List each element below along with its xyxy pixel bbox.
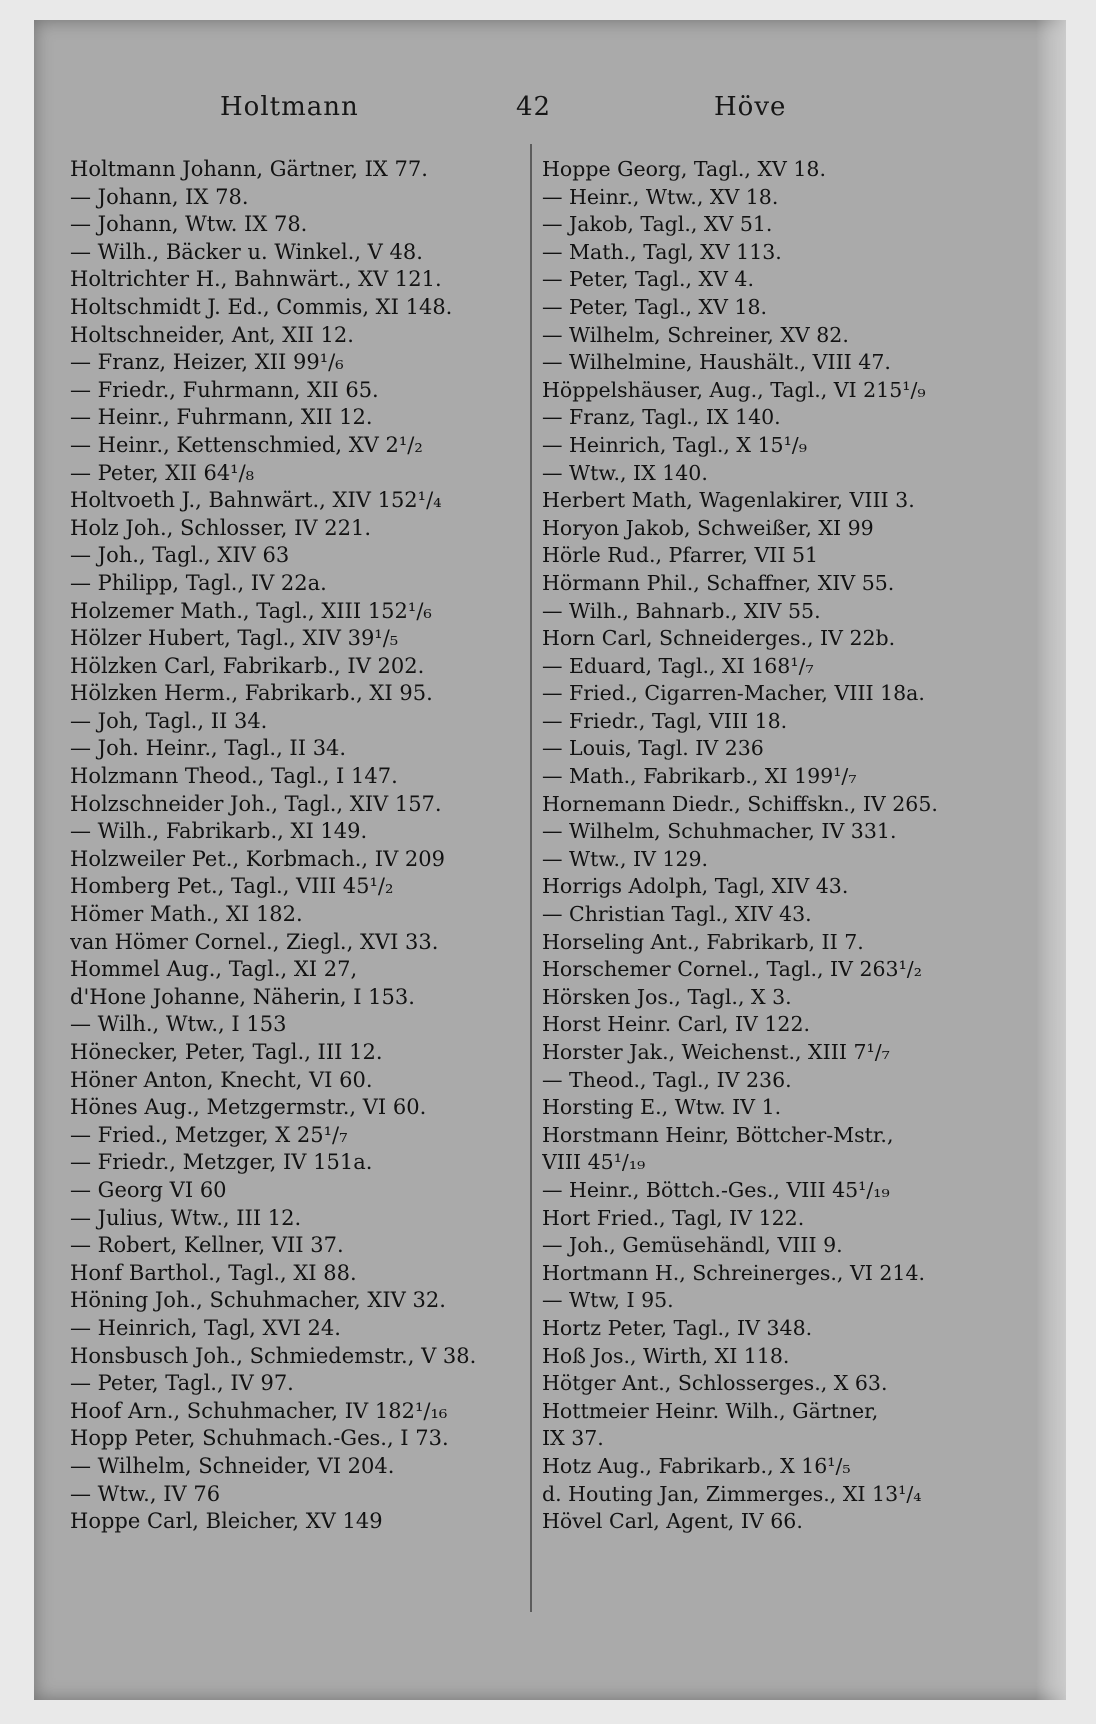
directory-entry: — Heinr., Kettenschmied, XV 2¹/₂ — [70, 432, 423, 457]
directory-entry: Holzemer Math., Tagl., XIII 152¹/₆ — [70, 598, 432, 623]
directory-entry: — Math., Tagl, XV 113. — [542, 239, 782, 264]
directory-entry: — Peter, Tagl., XV 18. — [542, 294, 768, 319]
directory-entry: Hornemann Diedr., Schiffskn., IV 265. — [542, 791, 938, 816]
directory-entry: Hoppe Georg, Tagl., XV 18. — [542, 157, 826, 181]
directory-entry: — Franz, Heizer, XII 99¹/₆ — [70, 350, 344, 375]
directory-entry: — Wilh., Fabrikarb., XI 149. — [70, 819, 368, 844]
directory-entry: Hönecker, Peter, Tagl., III 12. — [70, 1040, 383, 1064]
directory-entry: Holzschneider Joh., Tagl., XIV 157. — [70, 791, 442, 816]
directory-entry: — Friedr., Metzger, IV 151a. — [70, 1150, 373, 1175]
directory-entry: Horschemer Cornel., Tagl., IV 263¹/₂ — [542, 957, 922, 982]
directory-entry: Hötger Ant., Schlosserges., X 63. — [542, 1371, 888, 1396]
directory-entry: — Wilhelm, Schreiner, XV 82. — [542, 322, 849, 347]
directory-entry: — Joh. Heinr., Tagl., II 34. — [70, 736, 347, 761]
directory-entry: — Wtw., IX 140. — [542, 460, 708, 485]
directory-entry: Hort Fried., Tagl, IV 122. — [542, 1205, 805, 1230]
directory-entry: Hönes Aug., Metzgermstr., VI 60. — [70, 1095, 427, 1120]
directory-entry: — Heinr., Wtw., XV 18. — [542, 184, 779, 209]
directory-entry: Homberg Pet., Tagl., VIII 45¹/₂ — [70, 874, 394, 899]
directory-entry: — Georg VI 60 — [70, 1177, 227, 1202]
directory-entry: Horrigs Adolph, Tagl, XIV 43. — [542, 874, 849, 899]
directory-entry: d. Houting Jan, Zimmerges., XI 13¹/₄ — [542, 1481, 922, 1506]
directory-entry: — Fried., Metzger, X 25¹/₇ — [70, 1122, 348, 1147]
directory-entry: Hölzer Hubert, Tagl., XIV 39¹/₅ — [70, 626, 399, 651]
directory-entry: Hortz Peter, Tagl., IV 348. — [542, 1315, 813, 1340]
directory-entry: — Johann, IX 78. — [70, 184, 249, 209]
directory-entry: — Joh, Tagl., II 34. — [70, 708, 268, 733]
directory-entry: Hoof Arn., Schuhmacher, IV 182¹/₁₆ — [70, 1398, 448, 1423]
directory-entry: Horster Jak., Weichenst., XIII 7¹/₇ — [542, 1040, 890, 1064]
directory-entry: d'Hone Johanne, Näherin, I 153. — [70, 984, 415, 1009]
directory-entry: — Robert, Kellner, VII 37. — [70, 1233, 344, 1258]
directory-entry: Hömer Math., XI 182. — [70, 902, 303, 927]
directory-entry: Holtmann Johann, Gärtner, IX 77. — [70, 157, 428, 181]
directory-entry: Höning Joh., Schuhmacher, XIV 32. — [70, 1288, 446, 1313]
directory-entry: Horsting E., Wtw. IV 1. — [542, 1095, 782, 1120]
directory-entry: Hörmann Phil., Schaffner, XIV 55. — [542, 570, 895, 595]
directory-entry: Hölzken Carl, Fabrikarb., IV 202. — [70, 653, 425, 678]
directory-entry: — Heinrich, Tagl, XVI 24. — [70, 1315, 341, 1340]
directory-entry: Höppelshäuser, Aug., Tagl., VI 215¹/₉ — [542, 377, 926, 402]
directory-entry: VIII 45¹/₁₉ — [542, 1150, 646, 1175]
header-right-catchword: Höve — [714, 92, 787, 122]
directory-entry: Holz Joh., Schlosser, IV 221. — [70, 515, 372, 540]
directory-entry: Horstmann Heinr, Böttcher-Mstr., — [542, 1122, 894, 1147]
directory-entry: Holzmann Theod., Tagl., I 147. — [70, 764, 398, 789]
directory-entry: Holtrichter H., Bahnwärt., XV 121. — [70, 267, 442, 292]
directory-entry: — Peter, Tagl., XV 4. — [542, 267, 754, 292]
directory-entry: Honsbusch Joh., Schmiedemstr., V 38. — [70, 1343, 477, 1368]
directory-entry: — Wtw., IV 129. — [542, 846, 709, 871]
directory-entry: Horyon Jakob, Schweißer, XI 99 — [542, 515, 874, 540]
directory-entry: — Peter, Tagl., IV 97. — [70, 1371, 294, 1396]
directory-entry: — Fried., Cigarren-Macher, VIII 18a. — [542, 681, 925, 706]
directory-entry: Hövel Carl, Agent, IV 66. — [542, 1509, 803, 1534]
directory-entry: — Heinr., Fuhrmann, XII 12. — [70, 405, 373, 430]
directory-entry: Hopp Peter, Schuhmach.-Ges., I 73. — [70, 1426, 449, 1451]
right-column — [542, 156, 1002, 1536]
directory-entry: Hoß Jos., Wirth, XI 118. — [542, 1343, 790, 1368]
header-left-catchword: Holtmann — [220, 92, 359, 122]
directory-entry: Hotz Aug., Fabrikarb., X 16¹/₅ — [542, 1453, 851, 1478]
directory-entry: — Philipp, Tagl., IV 22a. — [70, 570, 327, 595]
directory-entry: — Wtw., IV 76 — [70, 1481, 221, 1506]
directory-entry: Hottmeier Heinr. Wilh., Gärtner, — [542, 1398, 879, 1423]
directory-entry: — Louis, Tagl. IV 236 — [542, 736, 764, 761]
directory-entry: Hörle Rud., Pfarrer, VII 51 — [542, 543, 819, 568]
directory-entry: — Wilh., Bahnarb., XIV 55. — [542, 598, 821, 623]
page-edge — [1036, 20, 1066, 1700]
directory-entry: — Heinrich, Tagl., X 15¹/₉ — [542, 432, 807, 457]
directory-entry: — Peter, XII 64¹/₈ — [70, 460, 255, 485]
directory-entry: — Joh., Tagl., XIV 63 — [70, 543, 290, 568]
directory-entry: Hölzken Herm., Fabrikarb., XI 95. — [70, 681, 433, 706]
directory-entry: — Johann, Wtw. IX 78. — [70, 212, 308, 237]
directory-page — [34, 20, 1066, 1700]
directory-entry: — Wilhelm, Schuhmacher, IV 331. — [542, 819, 897, 844]
directory-entry: — Jakob, Tagl., XV 51. — [542, 212, 773, 237]
directory-entry: Holtvoeth J., Bahnwärt., XIV 152¹/₄ — [70, 488, 442, 513]
directory-entry: Holtschmidt J. Ed., Commis, XI 148. — [70, 294, 453, 319]
directory-entry: Horseling Ant., Fabrikarb, II 7. — [542, 929, 864, 954]
directory-entry: van Hömer Cornel., Ziegl., XVI 33. — [70, 929, 439, 954]
directory-entry: — Heinr., Böttch.-Ges., VIII 45¹/₁₉ — [542, 1177, 890, 1202]
directory-entry: Höner Anton, Knecht, VI 60. — [70, 1067, 373, 1092]
directory-entry: — Eduard, Tagl., XI 168¹/₇ — [542, 653, 814, 678]
directory-entry: — Wilhelm, Schneider, VI 204. — [70, 1453, 395, 1478]
directory-entry: — Wtw, I 95. — [542, 1288, 674, 1313]
directory-entry: — Theod., Tagl., IV 236. — [542, 1067, 792, 1092]
left-column — [70, 156, 520, 1536]
directory-entry: — Franz, Tagl., IX 140. — [542, 405, 781, 430]
column-divider — [530, 144, 532, 1612]
directory-entry: Hommel Aug., Tagl., XI 27, — [70, 957, 358, 982]
directory-entry: — Friedr., Tagl, VIII 18. — [542, 708, 788, 733]
directory-entry: — Wilh., Wtw., I 153 — [70, 1012, 287, 1037]
directory-entry: Horn Carl, Schneiderges., IV 22b. — [542, 626, 896, 651]
page-number: 42 — [516, 92, 552, 122]
directory-entry: IX 37. — [542, 1426, 604, 1451]
directory-entry: — Wilh., Bäcker u. Winkel., V 48. — [70, 239, 423, 264]
directory-entry: Herbert Math, Wagenlakirer, VIII 3. — [542, 488, 915, 513]
directory-entry: Honf Barthol., Tagl., XI 88. — [70, 1260, 357, 1285]
directory-entry: — Julius, Wtw., III 12. — [70, 1205, 302, 1230]
page-header — [34, 92, 1066, 132]
directory-entry: Hörsken Jos., Tagl., X 3. — [542, 984, 792, 1009]
directory-entry: Holtschneider, Ant, XII 12. — [70, 322, 354, 347]
directory-entry: — Joh., Gemüsehändl, VIII 9. — [542, 1233, 843, 1258]
directory-entry: — Friedr., Fuhrmann, XII 65. — [70, 377, 379, 402]
directory-entry: — Wilhelmine, Haushält., VIII 47. — [542, 350, 891, 375]
directory-entry: Holzweiler Pet., Korbmach., IV 209 — [70, 846, 446, 871]
directory-entry: Hoppe Carl, Bleicher, XV 149 — [70, 1509, 383, 1534]
directory-entry: — Math., Fabrikarb., XI 199¹/₇ — [542, 764, 857, 789]
directory-entry: Horst Heinr. Carl, IV 122. — [542, 1012, 811, 1037]
directory-entry: — Christian Tagl., XIV 43. — [542, 902, 812, 927]
directory-entry: Hortmann H., Schreinerges., VI 214. — [542, 1260, 926, 1285]
